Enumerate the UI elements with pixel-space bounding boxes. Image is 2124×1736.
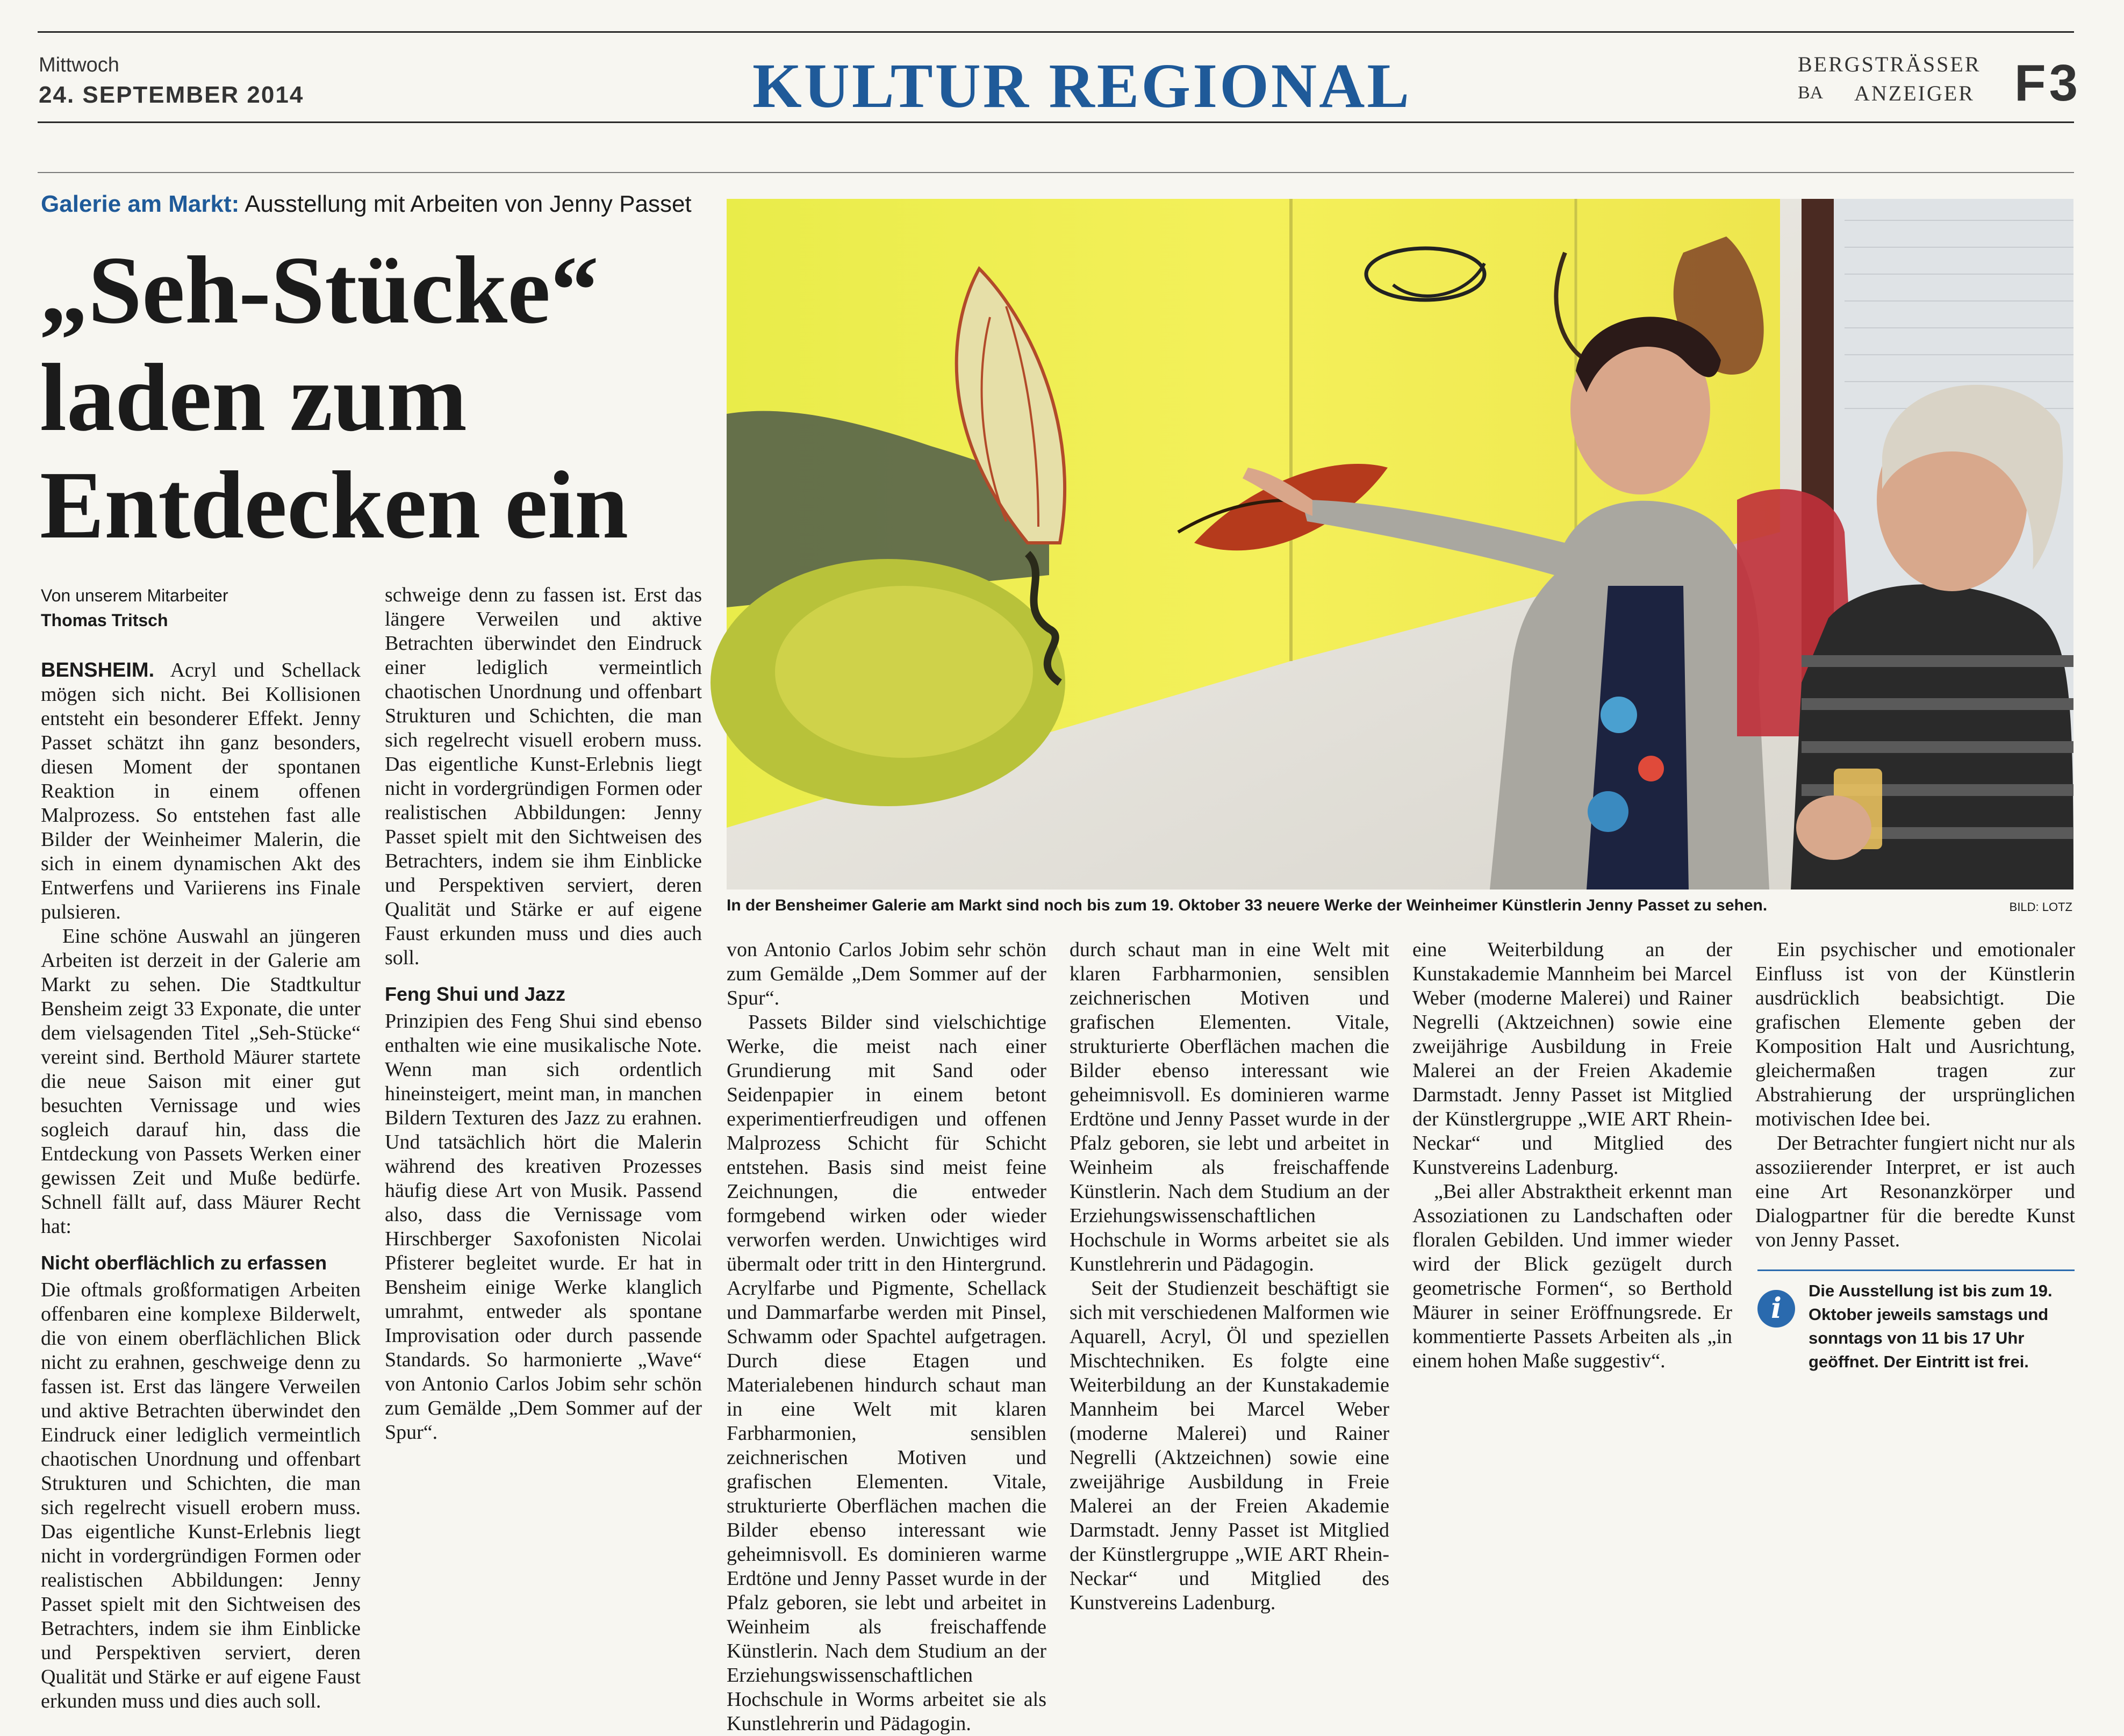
issue-date: 24. SEPTEMBER 2014	[39, 82, 304, 108]
info-box	[1757, 1279, 2075, 1387]
headline-line-2: laden zum	[40, 344, 468, 451]
article-photo	[727, 199, 2073, 889]
byline-prefix: Von unserem Mitarbeiter	[41, 586, 228, 605]
info-box-text: Die Ausstellung ist bis zum 19. Oktober jeweils samstags und sonntags von 11 bis 17 Uhr geöffnet. Der Eintritt ist frei.	[1809, 1281, 2053, 1371]
section-title: KULTUR REGIONAL	[752, 51, 1412, 121]
article-column-5	[1412, 938, 1732, 1384]
header-sub-rule	[38, 172, 2074, 173]
paragraph-6-cont: eine Weiterbildung an der Kunstakademie Mannheim bei Marcel Weber (moderne Malerei) und Rainer Negrelli (Aktzeichnen) sowie eine zweijährige Ausbildung in Freie Malerei an der Freien Akademie Darmstadt. Jenny Passet ist Mitglied der Künstlergruppe „WIE ART Rhein-Neckar“ und Mitglied des Kunstvereins Ladenburg.	[1412, 938, 1732, 1179]
article-column-6	[1755, 938, 2075, 1266]
header-bottom-rule	[38, 121, 2074, 123]
paragraph-4: Prinzipien des Feng Shui sind ebenso enthalten wie eine musikalische Note. Wenn man sich ordentlich hineinsteigert, meint man, in manchen Bildern Texturen des Jazz zu erahnen. Und tatsächlich hört die Malerin während des kreativen Prozesses häufig diese Art von Musik. Passend also, dass die Vernissage vom Hirschberger Saxofonisten Nicolai Pfisterer begleitet wurde. Er hat in Bensheim einige Werke klanglich umrahmt, entweder als spontane Improvisation oder durch passende Standards. So harmonierte „Wave“ von Antonio Carlos Jobim sehr schön zum Gemälde „Dem Sommer auf der Spur“.	[385, 1010, 702, 1444]
paper-name-line1: BERGSTRÄSSER	[1798, 52, 1981, 76]
paragraph-6: Seit der Studienzeit beschäftigt sie sich mit verschiedenen Malformen wie Aquarell, Acryl, Öl und speziellen Mischtechniken. Es folgte eine Weiterbildung an der Kunstakademie Mannheim bei Marcel Weber (moderne Malerei) und Rainer Negrelli (Aktzeichnen) sowie eine zweijährige Ausbildung in Freie Malerei an der Freien Akademie Darmstadt. Jenny Passet ist Mitglied der Künstlergruppe „WIE ART Rhein-Neckar“ und Mitglied des Kunstvereins Ladenburg.	[1070, 1277, 1389, 1614]
paragraph-9: Der Betrachter fungiert nicht nur als assoziierender Interpret, er ist auch eine Art Resonanzkörper und Dialogpartner für die beredte Kunst von Jenny Passet.	[1755, 1132, 2075, 1251]
byline-author: Thomas Tritsch	[41, 611, 168, 630]
headline-line-3: Entdecken ein	[40, 451, 629, 558]
paragraph-8: Ein psychischer und emotionaler Einfluss ist von der Künstlerin ausdrücklich beabsichtigt. Die grafischen Elemente geben der Komposition Halt und Ausrichtung, gleichermaßen tragen zur Abstrahierung der ursprünglichen motivischen Idee bei.	[1755, 938, 2075, 1130]
page-number: F3	[2014, 54, 2082, 112]
photo-caption: In der Bensheimer Galerie am Markt sind noch bis zum 19. Oktober 33 neuere Werke der Weinheimer Künstlerin Jenny Passet zu sehen.	[727, 896, 1768, 914]
kicker-label: Galerie am Markt:	[41, 191, 240, 217]
info-box-rule	[1757, 1269, 2075, 1271]
header-top-rule	[38, 31, 2074, 33]
weekday: Mittwoch	[39, 54, 119, 76]
paragraph-5-cont: durch schaut man in eine Welt mit klaren Farbharmonien, sensiblen zeichnerischen Motiven und grafischen Elementen. Vitale, strukturierte Oberflächen machen die Bilder ebenso interessant wie geheimnisvoll. Es dominieren warme Erdtöne und Jenny Passet wurde in der Pfalz geboren, sie lebt und arbeitet in Weinheim als freischaffende Künstlerin. Nach dem Studium an der Erziehungswissenschaftlichen Hochschule in Worms arbeitet sie als Kunstlehrerin und Pädagogin.	[1070, 938, 1389, 1275]
paragraph-3: Die oftmals großformatigen Arbeiten offenbaren eine komplexe Bilderwelt, die von einem oberflächlichen Blick nicht zu erahnen, geschweige denn zu fassen ist. Erst das längere Verweilen und aktive Betrachten überwindet den Eindruck einer lediglich vermeintlich chaotischen Unordnung und offenbart Strukturen und Schichten, die man sich regelrecht visuell erobern muss. Das eigentliche Kunst-Erlebnis liegt nicht in vordergründigen Formen oder realistischen Abbildungen: Jenny Passet spielt mit den Sichtweisen des Betrachters, indem sie ihm Einblicke und Perspektiven serviert, deren Qualität und Stärke er auf eigene Faust erkunden muss und dies auch soll.	[41, 1279, 361, 1712]
paragraph-2: Eine schöne Auswahl an jüngeren Arbeiten ist derzeit in der Galerie am Markt zu sehen. Die Stadtkultur Bensheim zeigt 33 Exponate, die unter dem vielsagenden Titel „Seh-Stücke“ vereint sind. Berthold Mäurer startete die neue Saison mit einer gut besuchten Vernissage und wies sogleich darauf hin, dass die Entdeckung von Passets Werken einer gewissen Zeit und Muße bedürfe. Schnell fällt auf, dass Mäurer Recht hat:	[41, 925, 361, 1238]
kicker	[41, 191, 692, 218]
info-icon: i	[1757, 1290, 1795, 1328]
kicker-text: Ausstellung mit Arbeiten von Jenny Passet	[239, 191, 692, 217]
photo-illustration	[727, 199, 2073, 889]
paragraph-7: „Bei aller Abstraktheit erkennt man Assoziationen zu Landschaften oder floralen Gebilden. Und immer wieder wird der Blick gezügelt durch geometrische Formen“, so Berthold Mäurer in seiner Eröffnungsrede. Er kommentierte Passets Arbeiten als „in einem hohen Maße suggestiv“.	[1412, 1180, 1732, 1372]
headline-line-1: „Seh-Stücke“	[40, 236, 599, 343]
article-column-1	[41, 658, 361, 1712]
subheading-2: Feng Shui und Jazz	[385, 983, 566, 1005]
paragraph-lead	[41, 658, 361, 924]
dateline: BENSHEIM.	[41, 659, 155, 682]
paragraph-5: Passets Bilder sind vielschichtige Werke, die meist nach einer Grundierung mit Sand oder Seidenpapier in einem betont experimentierfreudigen und offenen Malprozess Schicht für Schicht entstehen. Basis sind meist feine Zeichnungen, die entweder formgebend wirken oder wieder verworfen werden. Unwichtiges wird übermalt oder tritt in den Hintergrund. Acrylfarbe und Pigmente, Schellack und Dammarfarbe werden mit Pinsel, Schwamm oder Spachtel aufgetragen. Durch diese Etagen und Materialebenen hindurch schaut man in eine Welt mit klaren Farbharmonien, sensiblen zeichnerischen Motiven und grafischen Elementen. Vitale, strukturierte Oberflächen machen die Bilder ebenso interessant wie geheimnisvoll. Es dominieren warme Erdtöne und Jenny Passet wurde in der Pfalz geboren, sie lebt und arbeitet in Weinheim als freischaffende Künstlerin. Nach dem Studium an der Erziehungswissenschaftlichen Hochschule in Worms arbeitet sie als Kunstlehrerin und Pädagogin.	[727, 1011, 1046, 1735]
byline	[41, 583, 228, 633]
paragraph-1: Acryl und Schellack mögen sich nicht. Bei Kollisionen entsteht ein besonderer Effekt. Jenny Passet schätzt ihn ganz besonders, diesen Moment der spontanen Reaktion in einem offenen Malprozess. So entstehen fast alle Bilder der Weinheimer Malerin, die sich in einem dynamischen Akt des Entwerfens und Variierens ins Finale pulsieren.	[41, 659, 361, 923]
headline	[40, 236, 728, 559]
article-column-2	[385, 583, 702, 1444]
paragraph-3-cont: schweige denn zu fassen ist. Erst das längere Verweilen und aktive Betrachten überwindet den Eindruck einer lediglich vermeintlich chaotischen Unordnung und offenbart Strukturen und Schichten, die man sich regelrecht visuell erobern muss. Das eigentliche Kunst-Erlebnis liegt nicht in vordergründigen Formen oder realistischen Abbildungen: Jenny Passet spielt mit den Sichtweisen des Betrachters, indem sie ihm Einblicke und Perspektiven serviert, deren Qualität und Stärke er auf eigene Faust erkunden muss und dies auch soll.	[385, 584, 702, 969]
paragraph-4-cont: von Antonio Carlos Jobim sehr schön zum Gemälde „Dem Sommer auf der Spur“.	[727, 938, 1046, 1009]
photo-credit: BILD: LOTZ	[2009, 900, 2072, 914]
article-column-4	[1070, 938, 1389, 1614]
article-column-3	[727, 938, 1046, 1735]
subheading-1: Nicht oberflächlich zu erfassen	[41, 1252, 327, 1274]
paper-name-line2: ANZEIGER	[1854, 81, 1975, 105]
paper-name-abbr: BA	[1798, 83, 1824, 103]
